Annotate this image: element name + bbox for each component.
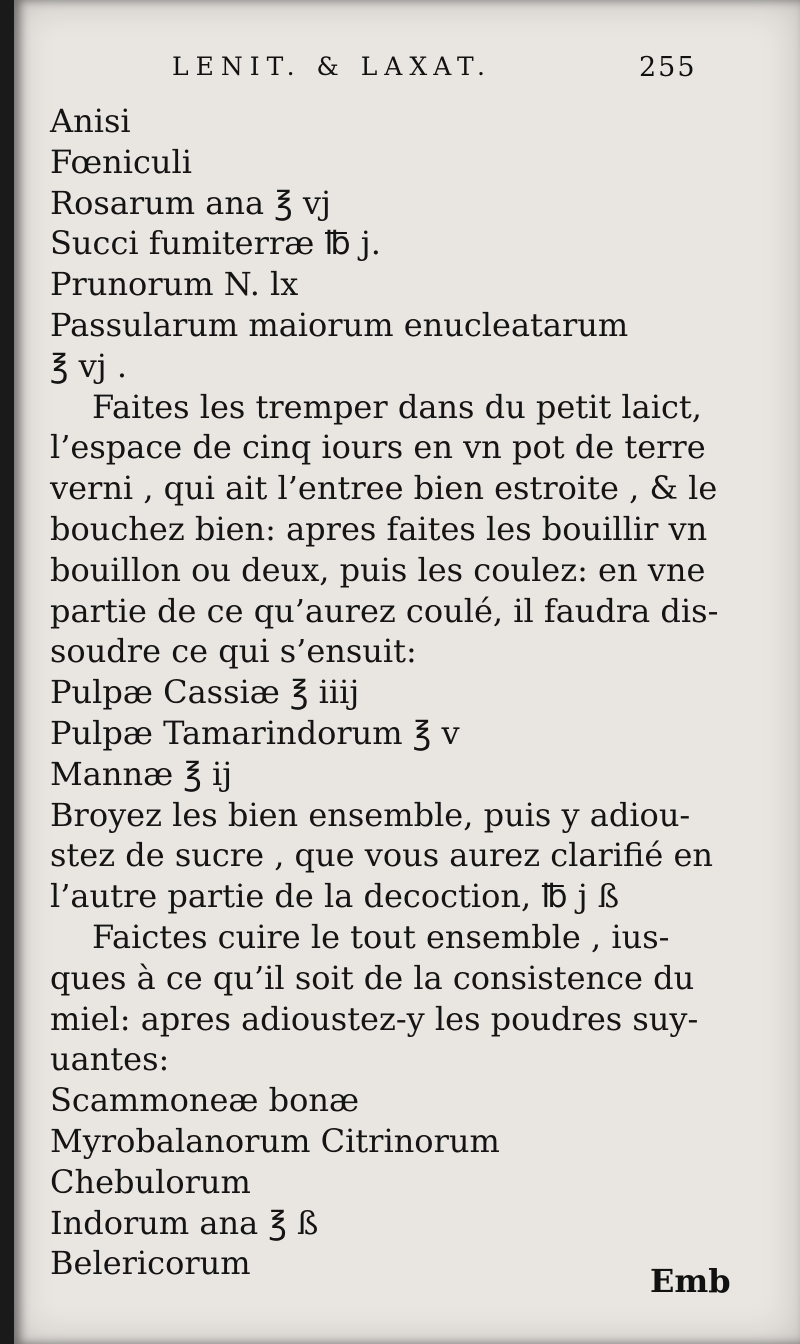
text-line: Rosarum ana ℥ vj [50, 183, 331, 222]
text-line: Scammoneæ bonæ [50, 1081, 360, 1120]
text-line: Prunorum N. lx [50, 265, 299, 304]
catchword: Emb [650, 1262, 731, 1300]
text-line: Pulpæ Cassiæ ℥ iiij [50, 673, 360, 712]
text-line: Myrobalanorum Citrinorum [50, 1121, 500, 1160]
running-head: LENIT. & LAXAT. [172, 52, 492, 81]
text-line: verni , qui ait l’entree bien estroite , & le [50, 469, 718, 508]
page-header [14, 52, 800, 88]
text-line: Belericorum [50, 1244, 251, 1283]
text-line: stez de sucre , que vous aurez clarifié en [50, 836, 714, 875]
text-line: Passularum maiorum enucleatarum [50, 305, 629, 344]
text-line: Chebulorum [50, 1162, 251, 1201]
book-page [14, 0, 800, 1344]
text-line: miel: apres adioustez-y les poudres suy- [50, 999, 699, 1038]
text-line: Fœniculi [50, 142, 192, 181]
text-line: bouchez bien: apres faites les bouillir vn [50, 509, 708, 548]
text-line: Pulpæ Tamarindorum ℥ v [50, 713, 460, 752]
text-line: Indorum ana ℥ ß [50, 1203, 319, 1242]
page-number: 255 [639, 52, 697, 83]
body-text [50, 101, 730, 1284]
text-line: l’autre partie de la decoction, ℔ j ß [50, 877, 620, 916]
text-line: l’espace de cinq iours en vn pot de terre [50, 428, 706, 467]
text-line: partie de ce qu’aurez coulé, il faudra dis- [50, 591, 719, 630]
text-line: Faites les tremper dans du petit laict, [92, 387, 702, 426]
text-line: ques à ce qu’il soit de la consistence du [50, 958, 695, 997]
text-line: Anisi [50, 102, 131, 140]
text-line: Mannæ ℥ ij [50, 754, 233, 793]
text-line: bouillon ou deux, puis les coulez: en vne [50, 550, 706, 589]
text-line: Broyez les bien ensemble, puis y adiou- [50, 795, 691, 834]
text-line: uantes: [50, 1040, 170, 1079]
text-line: Succi fumiterræ ℔ j. [50, 224, 381, 263]
text-line: soudre ce qui s’ensuit: [50, 632, 417, 671]
text-line: ℥ vj . [50, 346, 127, 385]
text-line: Faictes cuire le tout ensemble , ius- [92, 917, 670, 956]
